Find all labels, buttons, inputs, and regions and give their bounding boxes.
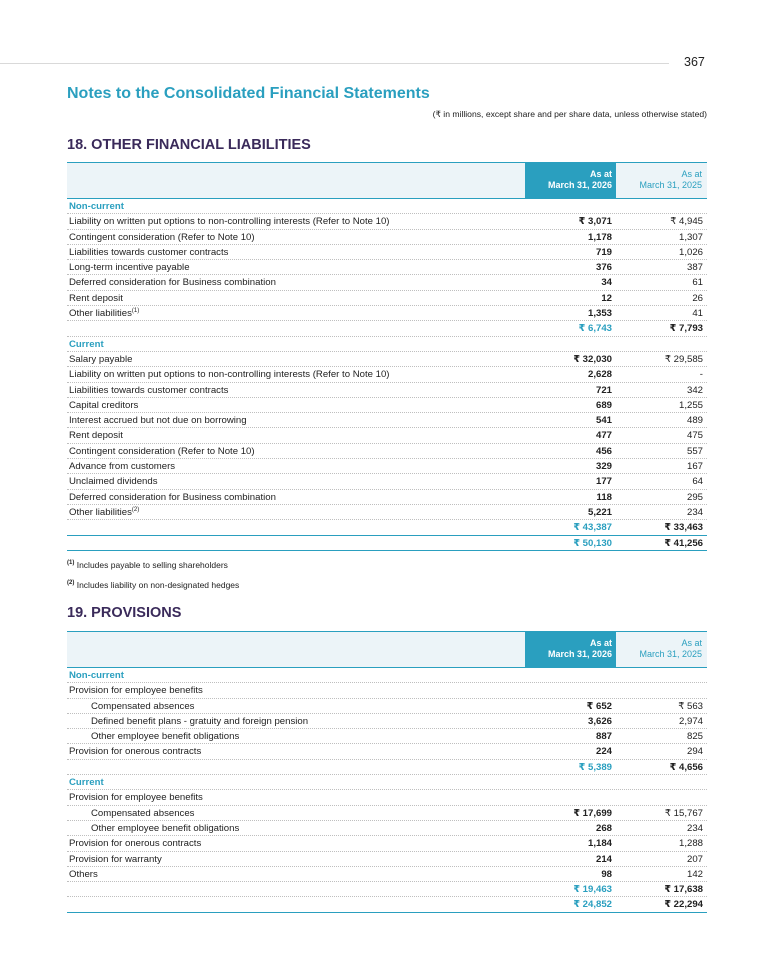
value-2025: 61 — [692, 277, 703, 289]
value-2025: 41 — [692, 308, 703, 320]
grand-total-row: ₹ 24,852 ₹ 22,294 — [67, 897, 707, 912]
value-2025: 1,255 — [678, 399, 703, 411]
table-row — [67, 444, 707, 459]
table-provisions — [67, 631, 707, 913]
row-label: Deferred consideration for Business combination — [69, 491, 276, 503]
column-header-2026: As at March 31, 2026 — [525, 163, 616, 198]
row-label: Other liabilities$^{(1)}$ — [69, 307, 140, 320]
value-2025: - — [699, 369, 703, 381]
value-2025: 1,026 — [678, 246, 703, 258]
table-row — [67, 260, 707, 275]
row-label: Compensated absences — [91, 700, 195, 712]
table-row — [67, 428, 707, 443]
section-label-current: Current — [67, 775, 707, 790]
section-19-title: 19. PROVISIONS — [67, 605, 182, 621]
document-title: Notes to the Consolidated Financial Statements — [67, 85, 430, 102]
table-row — [67, 291, 707, 306]
column-header-2026: As at March 31, 2026 — [525, 632, 616, 667]
table-row — [67, 230, 707, 245]
table-row — [67, 383, 707, 398]
row-label: Other liabilities$^{(2)}$ — [69, 506, 140, 518]
row-label: Rent deposit — [69, 430, 123, 442]
value-2026: 329 — [595, 461, 612, 473]
row-label: Contingent consideration (Refer to Note 10) — [69, 445, 255, 457]
value-2026: 3,626 — [587, 715, 612, 727]
value-2025: ₹ 4,945 — [670, 216, 703, 228]
value-2025: 26 — [692, 292, 703, 304]
table-row — [67, 413, 707, 428]
row-label: Compensated absences — [91, 807, 195, 819]
value-2025: ₹ 15,767 — [664, 807, 703, 819]
row-label: Deferred consideration for Business combination — [69, 277, 276, 289]
table-row — [67, 275, 707, 290]
row-label: Others — [69, 868, 98, 880]
footnote-1: $^{(1)}$ Includes payable to selling shareholders — [67, 560, 228, 570]
value-2025: 489 — [686, 415, 703, 427]
table-row — [67, 398, 707, 413]
value-2026: 118 — [596, 491, 612, 503]
row-label: Unclaimed dividends — [69, 476, 158, 488]
subtotal-row: ₹ 6,743 ₹ 7,793 — [67, 321, 707, 336]
table-row — [67, 714, 707, 729]
value-2026: 34 — [601, 277, 612, 289]
value-2025: ₹ 29,585 — [664, 353, 703, 365]
value-2026: 177 — [595, 476, 612, 488]
table-row — [67, 214, 707, 229]
table-row — [67, 306, 707, 321]
value-2025: 295 — [686, 491, 703, 503]
subtotal-row: ₹ 43,387 ₹ 33,463 — [67, 520, 707, 535]
value-2025: 557 — [686, 445, 703, 457]
value-2025: 387 — [686, 262, 703, 274]
row-label: Liabilities towards customer contracts — [69, 384, 229, 396]
footnote-2: $^{(2)}$ Includes liability on non-designated hedges — [67, 580, 240, 590]
row-label: Liabilities towards customer contracts — [69, 246, 229, 258]
table-row — [67, 729, 707, 744]
table-header — [67, 163, 707, 199]
table-row — [67, 505, 707, 520]
value-2025: 234 — [686, 506, 703, 518]
grand-total-row: ₹ 50,130 ₹ 41,256 — [67, 536, 707, 551]
page-number: 367 — [684, 55, 705, 69]
table-row — [67, 367, 707, 382]
value-2025: 1,288 — [678, 838, 703, 850]
value-2026: ₹ 652 — [586, 700, 612, 712]
column-header-2025: As at March 31, 2025 — [639, 169, 702, 190]
subtotal-row: ₹ 19,463 ₹ 17,638 — [67, 882, 707, 897]
value-2026: 12 — [601, 292, 612, 304]
row-label: Capital creditors — [69, 399, 139, 411]
row-label: Defined benefit plans - gratuity and foreign pension — [91, 715, 309, 727]
value-2026: 2,628 — [587, 369, 612, 381]
subtotal-row: ₹ 5,389 ₹ 4,656 — [67, 760, 707, 775]
value-2025: 142 — [686, 868, 703, 880]
value-2026: 214 — [595, 853, 612, 865]
table-row — [67, 836, 707, 851]
value-2025: 475 — [686, 430, 703, 442]
row-label: Advance from customers — [69, 461, 176, 473]
row-label: Liability on written put options to non-controlling interests (Refer to Note 10) — [69, 369, 390, 381]
table-row — [67, 821, 707, 836]
table-other-financial-liabilities — [67, 162, 707, 551]
row-label: Other employee benefit obligations — [91, 822, 240, 834]
value-2025: 207 — [686, 853, 703, 865]
row-label: Other employee benefit obligations — [91, 731, 240, 743]
row-label: Salary payable — [69, 353, 133, 365]
value-2026: 719 — [595, 246, 612, 258]
row-label: Provision for onerous contracts — [69, 838, 202, 850]
table-row — [67, 699, 707, 714]
table-header — [67, 632, 707, 668]
column-header-2025: As at March 31, 2025 — [639, 638, 702, 659]
header-rule — [0, 63, 669, 64]
value-2026: 541 — [595, 415, 612, 427]
value-2025: 825 — [686, 731, 703, 743]
table-row — [67, 490, 707, 505]
group-label: Provision for employee benefits — [67, 683, 707, 698]
row-label: Provision for warranty — [69, 853, 162, 865]
value-2026: 477 — [595, 430, 612, 442]
row-label: Interest accrued but not due on borrowing — [69, 415, 247, 427]
row-label: Liability on written put options to non-controlling interests (Refer to Note 10) — [69, 216, 390, 228]
units-note: (₹ in millions, except share and per share data, unless otherwise stated) — [432, 109, 707, 119]
value-2026: 456 — [595, 445, 612, 457]
table-row — [67, 852, 707, 867]
value-2025: 167 — [686, 461, 703, 473]
value-2026: ₹ 32,030 — [573, 353, 612, 365]
row-label: Contingent consideration (Refer to Note 10) — [69, 231, 255, 243]
row-label: Rent deposit — [69, 292, 123, 304]
value-2026: 1,184 — [587, 838, 612, 850]
section-18-title: 18. OTHER FINANCIAL LIABILITIES — [67, 137, 311, 153]
value-2025: 1,307 — [678, 231, 703, 243]
section-label-current: Current — [67, 337, 707, 352]
table-row: Provision for onerous contracts 224 294 — [67, 744, 707, 759]
value-2025: ₹ 563 — [678, 700, 703, 712]
value-2026: 1,353 — [587, 308, 612, 320]
table-row — [67, 352, 707, 367]
value-2026: 887 — [595, 731, 612, 743]
value-2026: 1,178 — [587, 231, 612, 243]
table-row — [67, 867, 707, 882]
value-2026: 721 — [595, 384, 612, 396]
value-2026: ₹ 3,071 — [578, 216, 612, 228]
value-2026: 376 — [595, 262, 612, 274]
value-2026: 268 — [595, 822, 612, 834]
row-label: Long-term incentive payable — [69, 262, 190, 274]
value-2026: ₹ 17,699 — [573, 807, 612, 819]
section-label-noncurrent: Non-current — [67, 668, 707, 683]
group-label: Provision for employee benefits — [67, 790, 707, 805]
table-row — [67, 459, 707, 474]
value-2026: 689 — [595, 399, 612, 411]
section-label-noncurrent: Non-current — [67, 199, 707, 214]
table-row — [67, 806, 707, 821]
value-2026: 5,221 — [587, 506, 612, 518]
value-2026: 98 — [601, 868, 612, 880]
table-row — [67, 245, 707, 260]
value-2025: 234 — [686, 822, 703, 834]
table-row — [67, 474, 707, 489]
value-2025: 2,974 — [678, 715, 703, 727]
value-2025: 64 — [692, 476, 703, 488]
value-2025: 342 — [686, 384, 703, 396]
